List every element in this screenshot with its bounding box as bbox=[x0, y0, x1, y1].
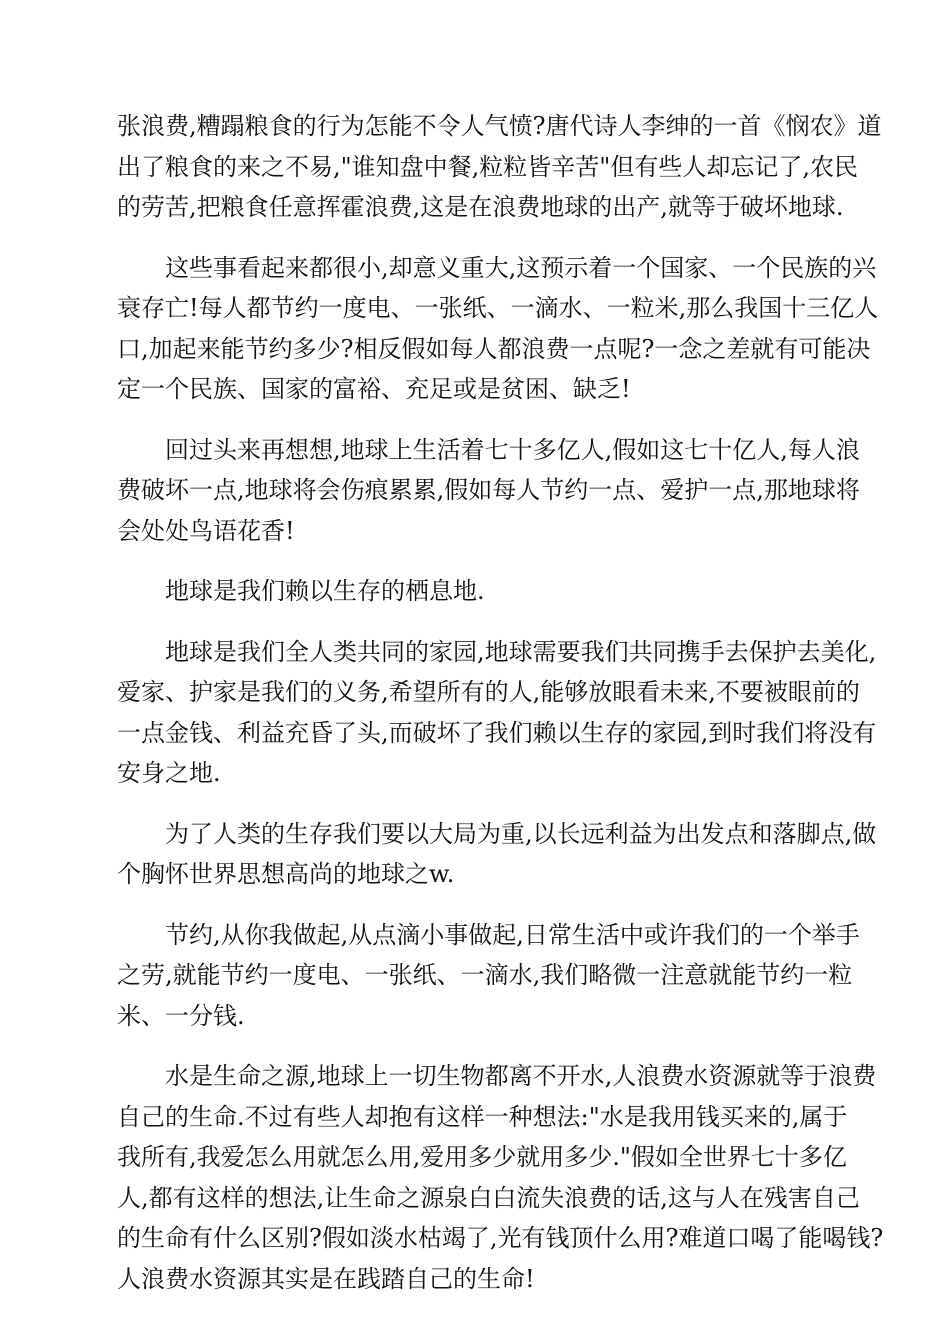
text-line: 定一个民族、国家的富裕、充足或是贫困、缺乏! bbox=[117, 375, 631, 403]
paragraph-7 bbox=[117, 915, 860, 1037]
text-line: 的生命有什么区别?假如淡水枯竭了,光有钱顶什么用?难道口喝了能喝钱? bbox=[117, 1224, 884, 1252]
paragraph-2 bbox=[117, 248, 879, 410]
text-line: 地球是我们全人类共同的家园,地球需要我们共同携手去保护去美化, bbox=[165, 637, 877, 666]
paragraph-4 bbox=[117, 571, 835, 612]
text-line: 的劳苦,把粮食任意挥霍浪费,这是在浪费地球的出产,就等于破坏地球. bbox=[117, 193, 844, 221]
text-line: 费破坏一点,地球将会伤痕累累,假如每人节约一点、爱护一点,那地球将 bbox=[117, 476, 860, 504]
text-line: 会处处鸟语花香! bbox=[117, 516, 295, 545]
text-line: 人,都有这样的想法,让生命之源泉白白流失浪费的话,这与人在残害自己 bbox=[117, 1183, 860, 1212]
text-line: 爱家、护家是我们的义务,希望所有的人,能够放眼看未来,不要被眼前的 bbox=[117, 678, 860, 706]
text-line: 水是生命之源,地球上一切生物都离不开水,人浪费水资源就等于浪费 bbox=[165, 1062, 877, 1090]
text-line: 口,加起来能节约多少?相反假如每人都浪费一点呢?一念之差就有可能决 bbox=[117, 334, 871, 363]
text-line: 个胸怀世界思想高尚的地球之w. bbox=[117, 860, 455, 888]
text-line: 之劳,就能节约一度电、一张纸、一滴水,我们略微一注意就能节约一粒 bbox=[117, 961, 853, 989]
text-line: 人浪费水资源其实是在践踏自己的生命! bbox=[117, 1264, 535, 1293]
text-line: 衰存亡!每人都节约一度电、一张纸、一滴水、一粒米,那么我国十三亿人 bbox=[117, 294, 879, 322]
text-line: 自己的生命.不过有些人却抱有这样一种想法:"水是我用钱买来的,属于 bbox=[117, 1102, 848, 1131]
paragraph-5 bbox=[117, 632, 877, 794]
text-line: 节约,从你我做起,从点滴小事做起,日常生活中或许我们的一个举手 bbox=[165, 920, 860, 949]
document-body bbox=[117, 106, 884, 1319]
text-line: 安身之地. bbox=[117, 759, 221, 787]
text-line: 米、一分钱. bbox=[117, 1001, 245, 1030]
text-line: 一点金钱、利益充昏了头,而破坏了我们赖以生存的家园,到时我们将没有 bbox=[117, 718, 877, 747]
text-line: 为了人类的生存我们要以大局为重,以长远利益为出发点和落脚点,做 bbox=[165, 819, 877, 848]
text-line: 这些事看起来都很小,却意义重大,这预示着一个国家、一个民族的兴 bbox=[165, 253, 877, 282]
paragraph-3 bbox=[117, 430, 860, 552]
text-line: 张浪费,糟蹋粮食的行为怎能不令人气愤?唐代诗人李绅的一首《悯农》道 bbox=[117, 112, 882, 140]
text-line: 回过头来再想想,地球上生活着七十多亿人,假如这七十亿人,每人浪 bbox=[165, 435, 860, 464]
paragraph-6 bbox=[117, 814, 877, 895]
text-line: 出了粮食的来之不易,"谁知盘中餐,粒粒皆辛苦"但有些人却忘记了,农民 bbox=[117, 152, 858, 181]
paragraph-8 bbox=[117, 1056, 884, 1299]
paragraph-1 bbox=[117, 106, 882, 228]
text-line: 我所有,我爱怎么用就怎么用,爱用多少就用多少."假如全世界七十多亿 bbox=[117, 1143, 847, 1171]
text-line: 地球是我们赖以生存的栖息地. bbox=[165, 577, 485, 605]
